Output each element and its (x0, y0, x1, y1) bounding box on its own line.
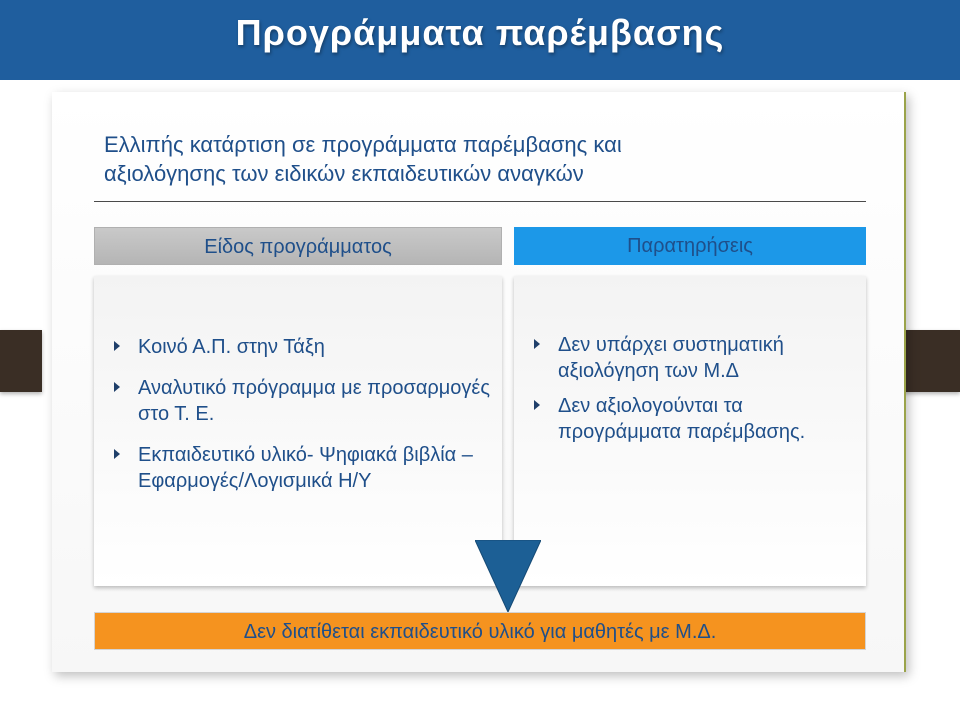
list-item-text: Εκπαιδευτικό υλικό- Ψηφιακά βιβλία –Εφαρμογές/Λογισμικά Η/Υ (138, 444, 473, 492)
triangle-bullet-icon (114, 382, 120, 392)
lead-line-1: Ελλιπής κατάρτιση σε προγράμματα παρέμβασης και (104, 132, 622, 157)
conclusion-text: Δεν διατίθεται εκπαιδευτικό υλικό για μαθητές με Μ.Δ. (243, 621, 717, 643)
list-item-text: Δεν υπάρχει συστηματική αξιολόγηση των Μ.Δ (558, 334, 784, 382)
triangle-bullet-icon (534, 339, 540, 349)
triangle-bullet-icon (114, 341, 120, 351)
list-item-text: Αναλυτικό πρόγραμμα με προσαρμογές στο Τ. Ε. (138, 377, 490, 425)
lead-line-2: αξιολόγησης των ειδικών εκπαιδευτικών αναγκών (104, 161, 584, 186)
lead-divider (94, 201, 866, 202)
observations-list (524, 332, 864, 454)
program-type-heading: Είδος προγράμματος (94, 227, 502, 265)
list-item (104, 375, 496, 427)
program-type-list (104, 334, 496, 509)
down-arrow-icon (475, 540, 541, 612)
conclusion-banner (94, 612, 866, 650)
list-item-text: Δεν αξιολογούνται τα προγράμματα παρέμβασης. (558, 395, 806, 443)
header-bar (0, 0, 960, 80)
triangle-bullet-icon (534, 400, 540, 410)
list-item-text: Κοινό Α.Π. στην Τάξη (138, 336, 325, 358)
list-item (524, 393, 864, 445)
left-side-tab (0, 330, 42, 392)
list-item (104, 442, 496, 494)
observations-heading: Παρατηρήσεις (514, 227, 866, 265)
list-item (524, 332, 864, 384)
triangle-bullet-icon (114, 449, 120, 459)
lead-statement (104, 130, 824, 188)
list-item (104, 334, 496, 360)
page-title: Προγράμματα παρέμβασης (235, 12, 725, 53)
